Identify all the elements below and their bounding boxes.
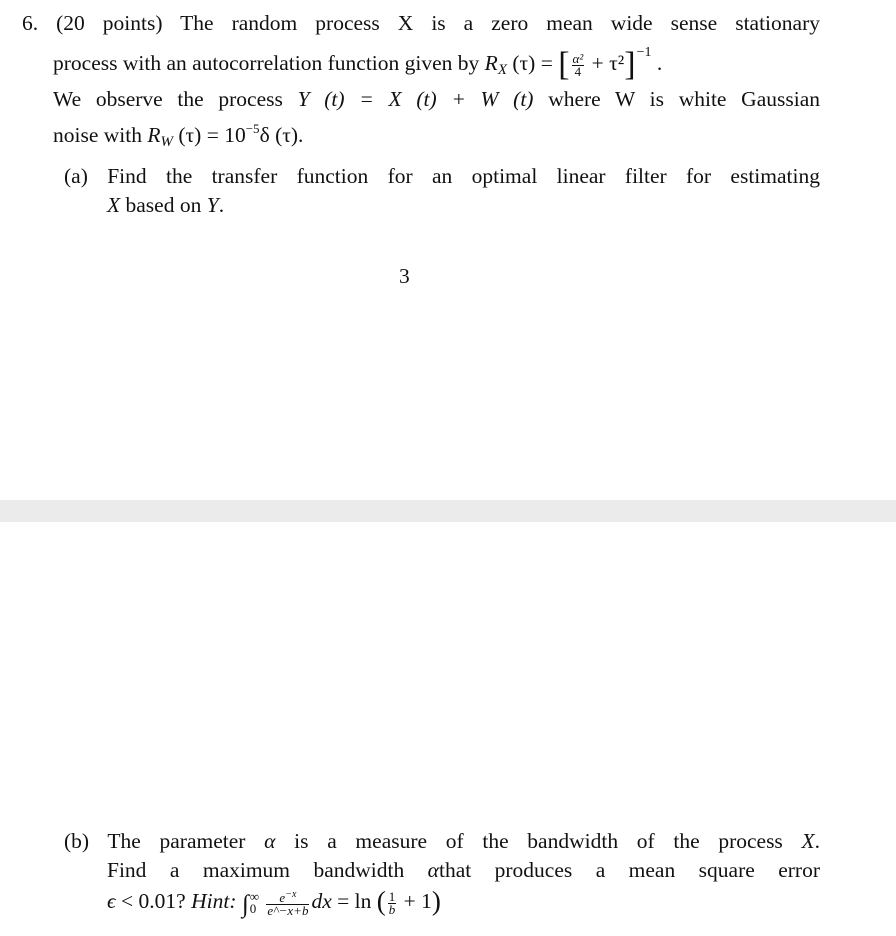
rw-subscript: W [160, 134, 173, 150]
part-b-text-1b: is a measure of the bandwidth of the process [294, 829, 783, 853]
alpha-fraction-num: α² [572, 50, 584, 66]
epsilon-symbol: ϵ [107, 889, 116, 913]
part-a-end: . [218, 193, 225, 217]
rx-symbol: R [484, 51, 498, 75]
part-b-alpha-1: α [264, 829, 276, 853]
rhs-fraction [388, 888, 397, 917]
part-a-line-1 [64, 163, 820, 189]
rhs-fraction-num: 1 [388, 888, 396, 904]
part-a-text-2: based on [125, 193, 202, 217]
mse-condition: < 0.01? [121, 889, 186, 913]
rhs-fraction-den: b [388, 901, 396, 917]
part-b-label: (b) [64, 829, 90, 853]
problem-number: 6. [22, 11, 39, 35]
integrand-num-exp: −x [285, 889, 297, 901]
integrand-num-base: e [279, 890, 286, 906]
integrand-fraction [266, 889, 309, 917]
y-formula: Y (t) = X (t) + W (t) [297, 87, 534, 111]
hint-label: Hint: [191, 889, 237, 913]
rw-exponent: −5 [245, 121, 260, 136]
part-b-text-2a: Find a maximum bandwidth [107, 858, 405, 882]
part-b-text-1a: The parameter [107, 829, 246, 853]
problem-statement-2: process with an autocorrelation function given by [53, 51, 480, 75]
white-noise-text: where W is white Gaussian [548, 87, 820, 111]
right-bracket: ] [624, 46, 636, 83]
alpha-fraction-den: 4 [574, 63, 582, 79]
integral-rhs: = ln [337, 889, 372, 913]
problem-statement-3: We observe the process [53, 87, 283, 111]
rx-argument: (τ) = [512, 51, 553, 75]
rx-end: . [656, 51, 663, 75]
integral-dx: dx [311, 889, 332, 913]
part-b-var-x: X [801, 829, 815, 853]
part-b-line-3 [107, 888, 441, 918]
integral-upper: ∞ [249, 889, 259, 905]
part-a-text-1: Find the transfer function for an optimal linear filter for estimating [107, 164, 820, 188]
alpha-fraction [572, 50, 585, 79]
page-number: 3 [399, 264, 410, 288]
integral-lower: 0 [249, 901, 257, 917]
part-a-var-y: Y [206, 193, 219, 217]
tau-squared-term: + τ² [591, 51, 625, 75]
problem-line-1 [22, 10, 820, 36]
part-b-text-2b: that produces a mean square error [438, 858, 820, 882]
part-a-label: (a) [64, 164, 88, 188]
right-paren: ) [431, 886, 441, 916]
problem-line-3 [53, 86, 820, 112]
part-b-end-1: . [814, 829, 821, 853]
problem-points: (20 points) [56, 11, 163, 35]
problem-statement-1: The random process X is a zero mean wide sense stationary [180, 11, 820, 35]
problem-line-4 [53, 116, 303, 155]
integral-limits [250, 891, 259, 915]
rhs-tail: + 1 [403, 889, 432, 913]
left-bracket: [ [558, 46, 570, 83]
page-bottom [0, 522, 896, 936]
part-b-line-1 [64, 828, 820, 854]
part-a-line-2 [107, 192, 224, 218]
rw-tail: δ (τ). [259, 123, 304, 147]
rw-symbol: R [147, 123, 161, 147]
part-b-alpha-2: α [427, 858, 439, 882]
rw-rhs: (τ) = 10 [178, 123, 246, 147]
rx-subscript: X [497, 62, 507, 78]
rx-exponent: −1 [636, 45, 652, 60]
integral-sign: ∫ [241, 891, 249, 918]
part-b-line-2 [107, 857, 820, 883]
integrand-den: e^−x+b [267, 903, 309, 919]
page-separator [0, 500, 896, 522]
part-a-var-x: X [107, 193, 121, 217]
problem-line-2 [53, 45, 663, 83]
left-paren: ( [376, 886, 386, 916]
problem-statement-4: noise with [53, 123, 142, 147]
